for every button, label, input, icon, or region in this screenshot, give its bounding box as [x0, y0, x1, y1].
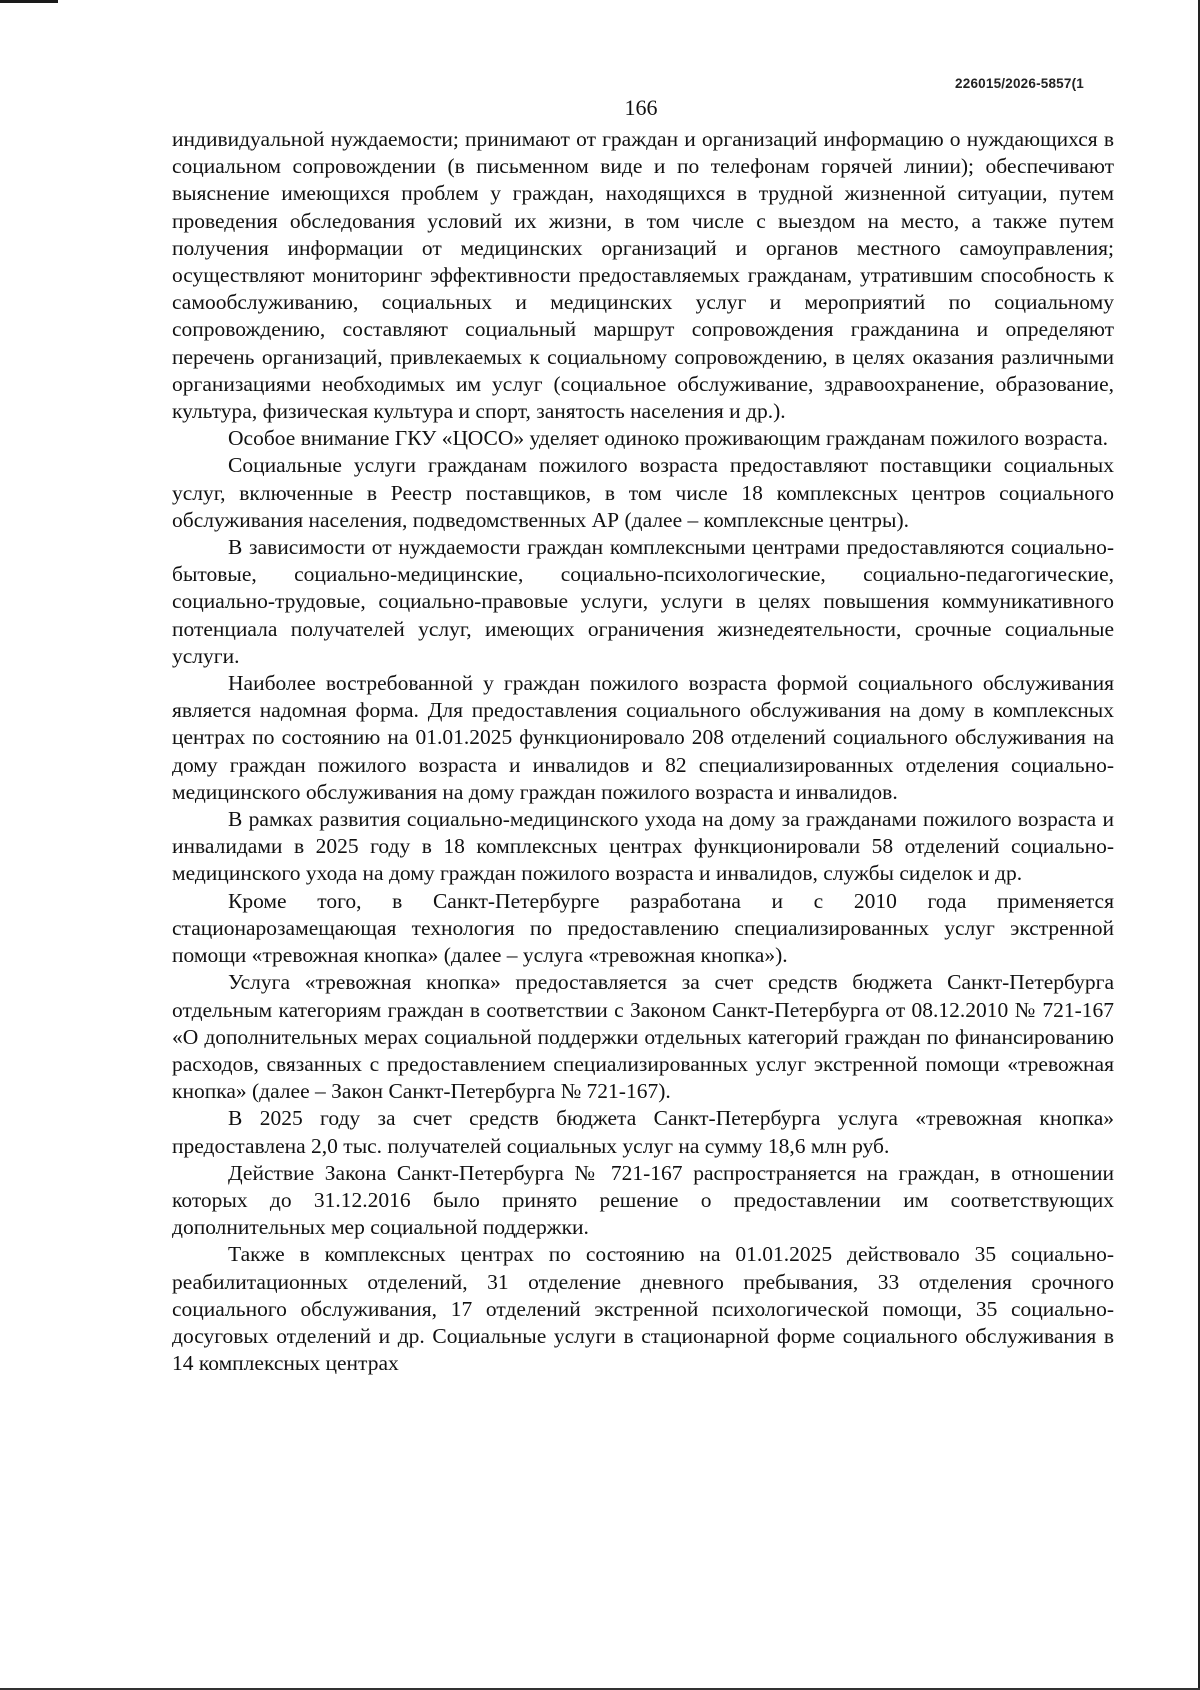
- paragraph: Также в комплексных центрах по состоянию на 01.01.2025 действовало 35 социально-реабилитационных отделений, 31 отделение дневного пребывания, 33 отделения срочного социального обслуживания, 17 отделений экстренной психологической помощи, 35 социально-досуговых отделений и др. Социальные услуги в стационарной форме социального обслуживания в 14 комплексных центрах: [172, 1242, 1114, 1376]
- paragraph: Кроме того, в Санкт-Петербурге разработана и с 2010 года применяется стационарозамещающая технология по предоставлению специализированных услуг экстренной помощи «тревожная кнопка» (далее – услуга «тревожная кнопка»).: [172, 888, 1114, 968]
- paragraph: Социальные услуги гражданам пожилого возраста предоставляют поставщики социальных услуг, включенные в Реестр поставщиков, в том числе 18 комплексных центров социального обслуживания населения, подведомственных АР (далее – комплексные центры).: [172, 453, 1114, 532]
- paragraph: Наиболее востребованной у граждан пожилого возраста формой социального обслуживания является надомная форма. Для предоставления социального обслуживания на дому в комплексных центрах по состоянию на 01.01.2025 функционировало 208 отделений социального обслуживания на дому граждан пожилого возраста и инвалидов и 82 специализированных отделения социально-медицинского обслуживания на дому граждан пожилого возраста и инвалидов.: [172, 671, 1114, 804]
- paragraph: В 2025 году за счет средств бюджета Санкт-Петербурга услуга «тревожная кнопка» предоставлена 2,0 тыс. получателей социальных услуг на сумму 18,6 млн руб.: [172, 1106, 1114, 1158]
- paragraph: Действие Закона Санкт-Петербурга № 721-167 распространяется на граждан, в отношении которых до 31.12.2016 было принято решение о предоставлении им соответствующих дополнительных мер социальной поддержки.: [172, 1160, 1114, 1240]
- paragraph: В зависимости от нуждаемости граждан комплексными центрами предоставляются социально-бытовые, социально-медицинские, социально-психологические, социально-педагогические, социально-трудовые, социально-правовые услуги, услуги в целях повышения коммуникативного потенциала получателей услуг, имеющих ограничения жизнедеятельности, срочные социальные услуги.: [172, 535, 1114, 668]
- document-id: 226015/2026-5857(1: [955, 76, 1084, 91]
- paragraph: Услуга «тревожная кнопка» предоставляется за счет средств бюджета Санкт-Петербурга отдельным категориям граждан в соответствии с Законом Санкт-Петербурга от 08.12.2010 № 721-167 «О дополнительных мерах социальной поддержки отдельных категорий граждан по финансированию расходов, связанных с предоставлением специализированных услуг экстренной помощи «тревожная кнопка» (далее – Закон Санкт-Петербурга № 721-167).: [172, 970, 1114, 1104]
- paragraph: В рамках развития социально-медицинского ухода на дому за гражданами пожилого возраста и инвалидами в 2025 году в 18 комплексных центрах функционировали 58 отделений социально-медицинского ухода на дому граждан пожилого возраста и инвалидов, службы сиделок и др.: [172, 807, 1114, 886]
- page-number: 166: [624, 95, 658, 120]
- document-body: [172, 126, 1114, 1377]
- paragraph: Особое внимание ГКУ «ЦОСО» уделяет одиноко проживающим гражданам пожилого возраста.: [228, 426, 1109, 451]
- paragraph: индивидуальной нуждаемости; принимают от граждан и организаций информацию о нуждающихся в социальном сопровождении (в письменном виде и по телефонам горячей линии); обеспечивают выяснение имеющихся проблем у граждан, находящихся в трудной жизненной ситуации, путем проведения обследования условий их жизни, в том числе с выездом на место, а также путем получения информации от медицинских организаций и органов местного самоуправления; осуществляют мониторинг эффективности предоставляемых гражданам, утратившим способность к самообслуживанию, социальных и медицинских услуг и мероприятий по социальному сопровождению, составляют социальный маршрут сопровождения гражданина и определяют перечень организаций, привлекаемых к социальному сопровождению, в целях оказания различными организациями необходимых им услуг (социальное обслуживание, здравоохранение, образование, культура, физическая культура и спорт, занятость населения и др.).: [172, 127, 1114, 424]
- scan-edge-top: [0, 0, 58, 3]
